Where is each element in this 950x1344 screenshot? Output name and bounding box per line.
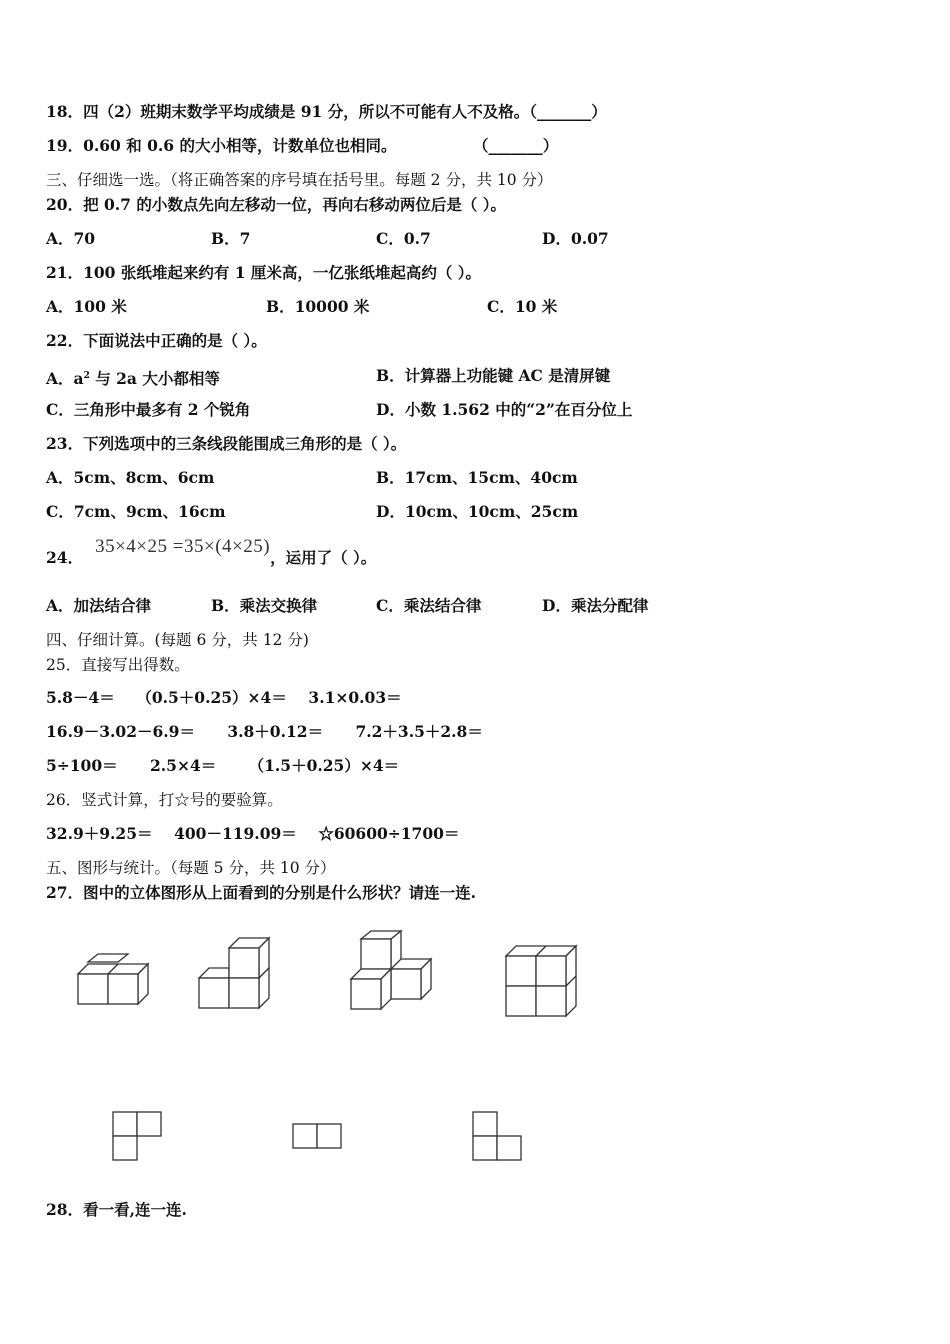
q22-option-d[interactable]: D．小数 1.562 中的“2”在百分位上: [376, 400, 633, 419]
section-5-heading: 五、图形与统计。（每题 5 分，共 10 分）: [46, 859, 336, 877]
solid-figure-4[interactable]: [504, 944, 578, 1018]
q23-option-b[interactable]: B．17cm、15cm、40cm: [376, 468, 578, 487]
q21-option-a[interactable]: A．100 米: [46, 297, 127, 316]
q23-option-c[interactable]: C．7cm、9cm、16cm: [46, 502, 226, 521]
q22-a-suffix: 与 2a 大小都相等: [89, 369, 220, 389]
question-20: 20．把 0.7 的小数点先向左移动一位，再向右移动两位后是（ ）。: [46, 195, 506, 214]
question-24-tail: ，运用了（ ）。: [270, 548, 377, 567]
q26-row: 32.9＋9.25＝ 400－119.09＝ ☆60600÷1700＝: [46, 824, 460, 843]
q24-option-d[interactable]: D．乘法分配律: [542, 596, 649, 615]
q24-option-b[interactable]: B．乘法交换律: [211, 596, 318, 615]
question-24-formula: 35×4×25 =35×(4×25): [95, 536, 271, 557]
question-23: 23．下列选项中的三条线段能围成三角形的是（ ）。: [46, 434, 407, 453]
question-26: 26．竖式计算，打☆号的要验算。: [46, 791, 283, 809]
q20-option-c[interactable]: C．0.7: [376, 229, 431, 248]
section-3-heading: 三、仔细选一选。（将正确答案的序号填在括号里。每题 2 分，共 10 分）: [46, 171, 553, 189]
top-view-2[interactable]: [292, 1123, 342, 1149]
section-4-heading: 四、仔细计算。(每题 6 分，共 12 分): [46, 631, 309, 649]
question-18: 18．四（2）班期末数学平均成绩是 91 分，所以不可能有人不及格。（_______）: [46, 102, 607, 121]
question-22: 22．下面说法中正确的是（ ）。: [46, 331, 267, 350]
question-28: 28．看一看,连一连.: [46, 1200, 187, 1219]
q24-option-c[interactable]: C．乘法结合律: [376, 596, 482, 615]
question-27: 27．图中的立体图形从上面看到的分别是什么形状？请连一连.: [46, 883, 476, 902]
q22-a-superscript: 2: [83, 371, 90, 381]
solid-figure-1[interactable]: [76, 952, 152, 1006]
q21-option-c[interactable]: C．10 米: [487, 297, 558, 316]
q20-option-b[interactable]: B．7: [211, 229, 251, 248]
q24-option-a[interactable]: A．加法结合律: [46, 596, 152, 615]
question-24: [46, 538, 376, 578]
top-view-1[interactable]: [112, 1111, 162, 1161]
question-21: 21．100 张纸堆起来约有 1 厘米高，一亿张纸堆起高约（ ）。: [46, 263, 482, 282]
q21-option-b[interactable]: B．10000 米: [266, 297, 370, 316]
top-view-3[interactable]: [472, 1111, 522, 1161]
q20-option-a[interactable]: A．70: [46, 229, 96, 248]
q25-row-2: 16.9－3.02－6.9＝ 3.8＋0.12＝ 7.2＋3.5＋2.8＝: [46, 722, 483, 741]
q20-option-d[interactable]: D．0.07: [542, 229, 609, 248]
solid-figure-3[interactable]: [349, 929, 433, 1011]
question-19-answer-blank[interactable]: （_______）: [473, 136, 559, 155]
q22-option-a[interactable]: [46, 366, 220, 389]
q22-option-b[interactable]: B．计算器上功能键 AC 是清屏键: [376, 366, 611, 385]
q22-option-c[interactable]: C．三角形中最多有 2 个锐角: [46, 400, 251, 419]
q23-option-a[interactable]: A．5cm、8cm、6cm: [46, 468, 215, 487]
q25-row-3: 5÷100＝ 2.5×4＝ （1.5＋0.25）×4＝: [46, 756, 400, 775]
q25-row-1: 5.8－4＝ （0.5＋0.25）×4＝ 3.1×0.03＝: [46, 688, 402, 707]
q22-a-prefix: A．a: [46, 369, 84, 389]
question-24-number: 24．: [46, 548, 84, 567]
question-19: 19．0.60 和 0.6 的大小相等，计数单位也相同。: [46, 136, 397, 155]
question-25: 25．直接写出得数。: [46, 656, 190, 674]
solid-figure-2[interactable]: [197, 936, 271, 1010]
q23-option-d[interactable]: D．10cm、10cm、25cm: [376, 502, 579, 521]
